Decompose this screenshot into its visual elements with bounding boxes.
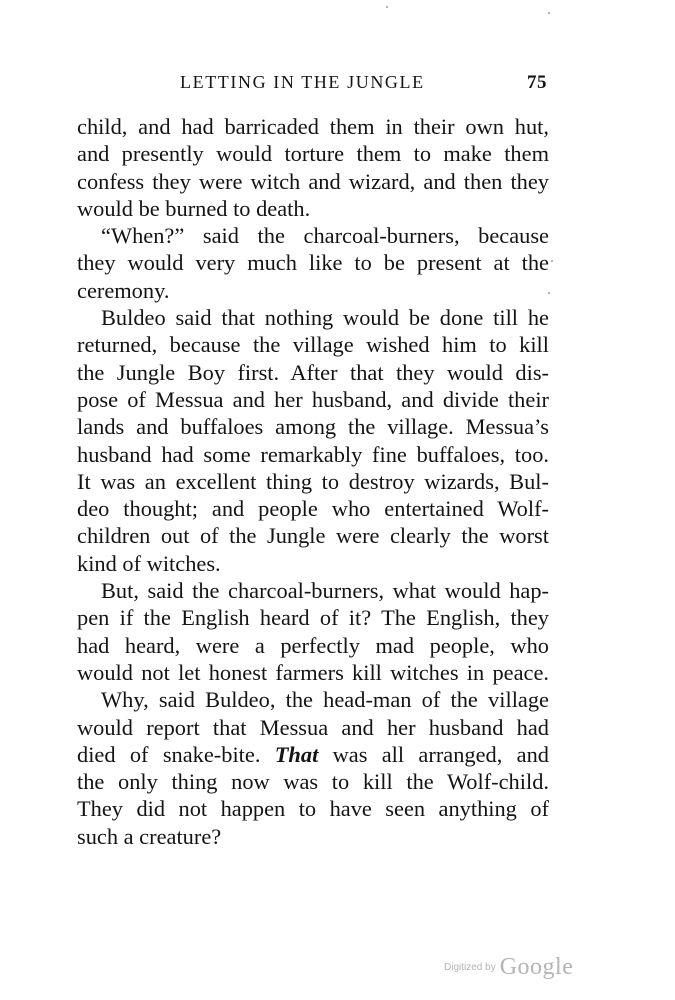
digitization-watermark (444, 954, 584, 984)
digitized-by-label: Digitized by (444, 962, 496, 973)
text-line: deo thought; and people who entertained Wolf- (77, 496, 549, 522)
scan-speck (386, 6, 388, 8)
text-line: It was an excellent thing to destroy wizards, Bul- (77, 468, 549, 494)
text-line: children out of the Jungle were clearly the worst (77, 523, 549, 549)
text-line: pen if the English heard of it? The English, they (77, 605, 549, 631)
text-line: But, said the charcoal-burners, what would hap- (101, 578, 549, 604)
text-line: such a creature? (77, 823, 222, 849)
italic-emphasis: That (274, 741, 319, 767)
text-line: Why, said Buldeo, the head-man of the village (101, 687, 549, 713)
text-line: would be burned to death. (77, 195, 311, 221)
text-line: the Jungle Boy first. After that they would dis- (77, 359, 549, 385)
text-line: and presently would torture them to make them (77, 141, 549, 167)
text-segment: died of snake-bite. (77, 741, 261, 767)
text-line: ceremony. (77, 277, 170, 303)
running-header (77, 72, 547, 98)
text-line: They did not happen to have seen anything of (77, 796, 549, 822)
text-line: would not let honest farmers kill witches in peace. (77, 659, 549, 685)
text-line: lands and buffaloes among the village. Messua’s (77, 414, 549, 440)
scan-speck (548, 12, 550, 14)
scan-speck (551, 260, 553, 262)
text-segment: was all arranged, and (332, 741, 549, 767)
page-number: 75 (527, 72, 547, 93)
text-line: “When?” said the charcoal-burners, because (101, 223, 549, 249)
body-text (77, 113, 549, 850)
google-logo-text: Google (499, 954, 574, 980)
text-line: pose of Messua and her husband, and divide their (77, 386, 549, 412)
text-line: they would very much like to be present at the (77, 250, 549, 276)
text-line: would report that Messua and her husband had (77, 714, 549, 740)
text-line: husband had some remarkably fine buffaloes, too. (77, 441, 549, 467)
text-line (77, 741, 549, 768)
text-line: returned, because the village wished him to kill (77, 332, 549, 358)
text-line: had heard, were a perfectly mad people, who (77, 632, 549, 658)
text-line: child, and had barricaded them in their own hut, (77, 114, 549, 139)
running-title: LETTING IN THE JUNGLE (180, 72, 425, 92)
text-line: confess they were witch and wizard, and then they (77, 168, 549, 194)
text-line: the only thing now was to kill the Wolf-child. (77, 769, 549, 795)
text-line: kind of witches. (77, 550, 221, 576)
text-line: Buldeo said that nothing would be done till he (101, 305, 549, 331)
